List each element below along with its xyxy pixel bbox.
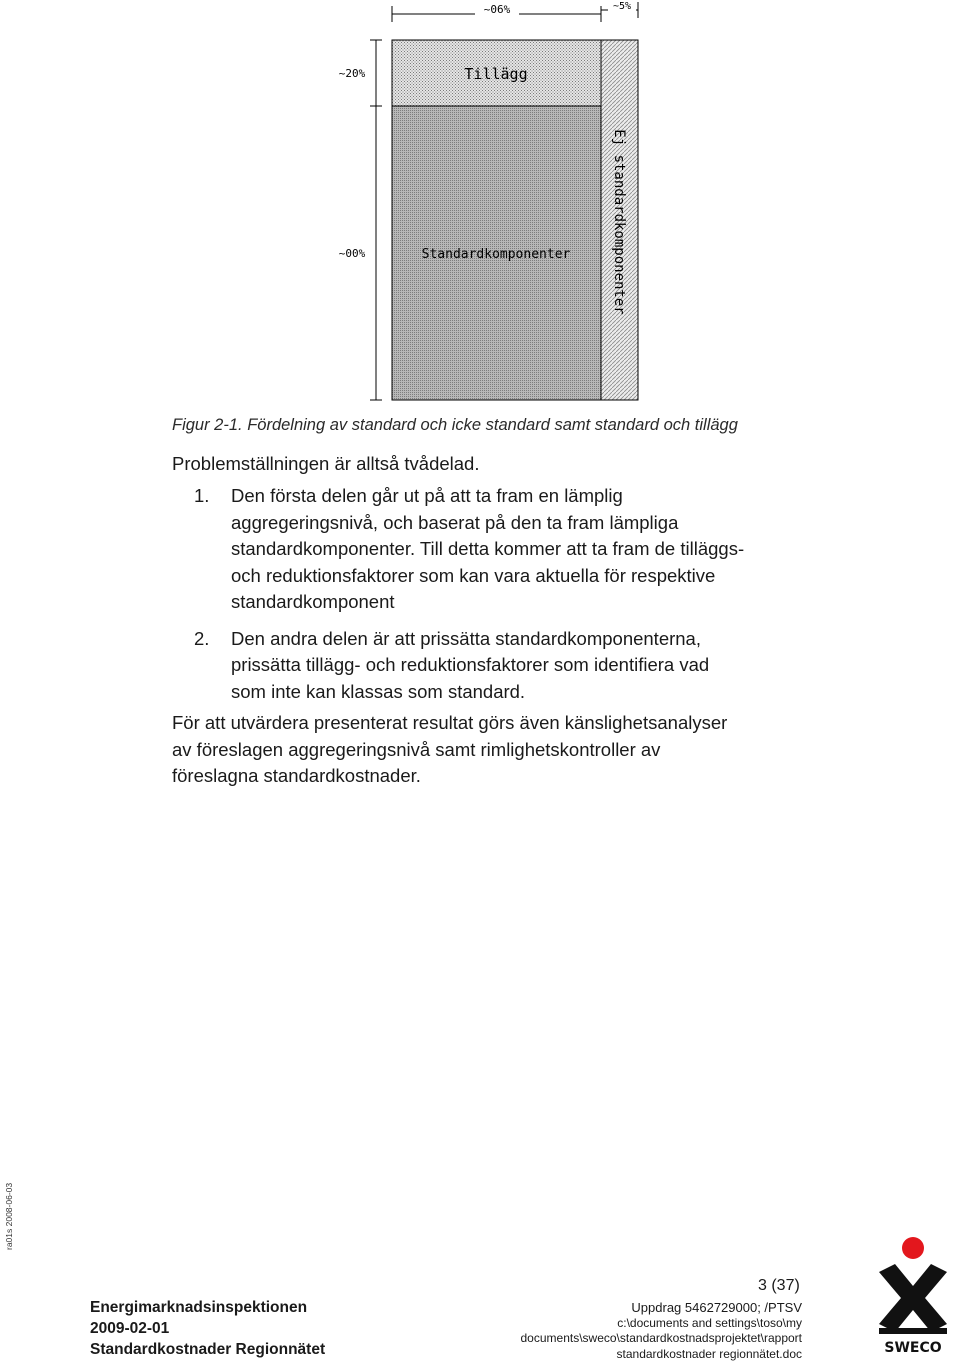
footer-right	[521, 1300, 803, 1362]
paragraph-line: För att utvärdera presenterat resultat görs även känslighetsanalyser	[172, 712, 728, 733]
list-number: 1.	[194, 485, 210, 506]
distribution-figure	[320, 0, 650, 410]
distribution-diagram	[320, 0, 650, 410]
sweco-logo-icon	[873, 1236, 953, 1358]
list-line: Den första delen går ut på att ta fram en lämplig	[231, 485, 623, 506]
ej-standard-label: Ej standardkomponenter	[611, 129, 627, 315]
list-line: prissätta tillägg- och reduktionsfaktorer som identifiera vad	[231, 654, 710, 675]
left-label-mid: ~00%	[338, 247, 366, 260]
footer-path-1: c:\documents and settings\toso\my	[617, 1315, 802, 1330]
problem-list	[172, 483, 912, 715]
footer-org: Energimarknadsinspektionen	[90, 1299, 308, 1316]
list-line: standardkomponenter. Till detta kommer att ta fram de tilläggs-	[231, 538, 745, 559]
list-line: standardkomponent	[231, 591, 395, 612]
footer-path-3: standardkostnader regionnätet.doc	[616, 1346, 802, 1361]
left-label-top: ~20%	[338, 67, 366, 80]
tillagg-label: Tillägg	[464, 65, 528, 83]
footer-path-2: documents\sweco\standardkostnadsprojektet\rapport	[520, 1331, 802, 1345]
footer-date: 2009-02-01	[90, 1320, 170, 1337]
page-number: 3 (37)	[758, 1277, 800, 1294]
list-line: Den andra delen är att prissätta standardkomponenterna,	[231, 627, 701, 649]
intro-paragraph: Problemställningen är alltså tvådelad.	[172, 453, 480, 474]
list-item	[172, 626, 912, 706]
standard-label: Standardkomponenter	[421, 247, 571, 262]
logo-text: SWECO	[884, 1340, 942, 1356]
list-line: aggregeringsnivå, och baserat på den ta fram lämpliga	[231, 511, 679, 533]
footer-left	[90, 1297, 325, 1360]
footer-assignment: Uppdrag 5462729000; /PTSV	[631, 1300, 802, 1315]
list-line: som inte kan klassas som standard.	[231, 680, 526, 702]
sweco-logo	[873, 1236, 953, 1358]
list-number: 2.	[194, 627, 210, 649]
top-label-left: ~06%	[483, 3, 511, 16]
list-line: och reduktionsfaktorer som kan vara aktuella för respektive	[231, 564, 716, 586]
side-stamp: ra01s 2008-06-03	[4, 1182, 14, 1250]
top-label-right: ~5%	[612, 1, 632, 12]
list-item	[172, 483, 912, 616]
final-paragraph	[172, 710, 912, 790]
paragraph-line: av föreslagen aggregeringsnivå samt rimlighetskontroller av	[172, 738, 661, 760]
footer-project: Standardkostnader Regionnätet	[90, 1341, 326, 1358]
paragraph-line: föreslagna standardkostnader.	[172, 765, 421, 786]
figure-caption: Figur 2-1. Fördelning av standard och icke standard samt standard och tillägg	[172, 416, 738, 434]
